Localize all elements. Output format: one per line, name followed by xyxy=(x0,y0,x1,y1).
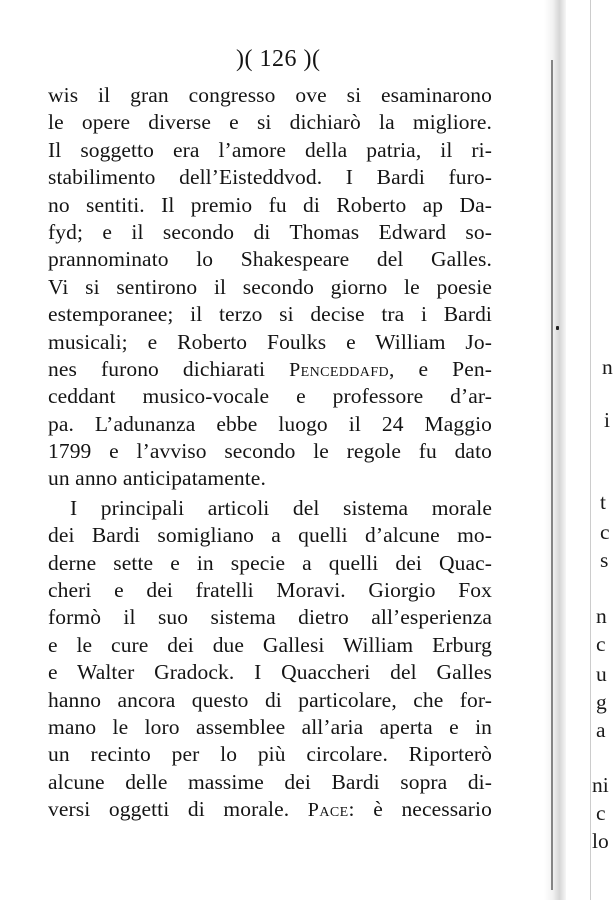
text-line: dei Bardi somigliano a quelli d’alcune mo- xyxy=(48,523,492,548)
text-line: alcune delle massime dei Bardi sopra di- xyxy=(48,769,492,794)
text-line: musicali; e Roberto Foulks e William Jo- xyxy=(48,329,492,354)
body-text xyxy=(48,82,492,824)
text-line: Vi si sentirono il secondo giorno le poesie xyxy=(48,274,492,299)
text-line: e le cure dei due Gallesi William Erburg xyxy=(48,632,492,657)
text-segment: versi oggetti di morale. xyxy=(48,797,308,822)
ink-speck xyxy=(556,326,559,330)
facing-page-fragment: a xyxy=(596,718,606,742)
text-line: 1799 e l’avviso secondo le regole fu dato xyxy=(48,439,492,464)
text-line: estemporanee; il terzo si decise tra i Bardi xyxy=(48,302,492,327)
text-line: le opere diverse e si dichiarò la migliore. xyxy=(48,110,492,135)
facing-page-edge xyxy=(592,0,616,900)
facing-page-fragment: i xyxy=(604,408,610,432)
text-line-with-small-caps xyxy=(48,796,492,823)
text-line: prannominato lo Shakespeare del Galles. xyxy=(48,247,492,272)
text-line: un anno anticipatamente. xyxy=(48,466,266,491)
facing-page-fragment: g xyxy=(596,690,607,714)
text-line: stabilimento dell’Eisteddvod. I Bardi furo- xyxy=(48,165,492,190)
text-line: I principali articoli del sistema morale xyxy=(70,495,492,520)
text-line: formò il suo sistema dietro all’esperienza xyxy=(48,605,492,630)
text-line: Il soggetto era l’amore della patria, il ri- xyxy=(48,137,492,162)
facing-page-fragment: c xyxy=(600,520,610,544)
text-line: no sentiti. Il premio fu di Roberto ap Da- xyxy=(48,192,492,217)
text-segment: , e Pen- xyxy=(389,356,492,381)
small-caps-term: Pace xyxy=(307,799,349,822)
facing-page-fragment: s xyxy=(600,548,609,572)
text-line: e Walter Gradock. I Quaccheri del Galles xyxy=(48,660,492,685)
facing-page-fragment: t xyxy=(600,490,606,514)
facing-page-fragment: ni xyxy=(592,773,609,797)
text-line: cheri e dei fratelli Moravi. Giorgio Fox xyxy=(48,578,492,603)
text-line: un recinto per lo più circolare. Riporterò xyxy=(48,742,492,767)
facing-page-fragment: n xyxy=(602,355,613,379)
small-caps-term: Penceddafd xyxy=(289,358,390,381)
page-fold-shadow xyxy=(544,0,566,900)
facing-page-fragment: u xyxy=(596,662,607,686)
text-line: wis il gran congresso ove si esaminarono xyxy=(48,83,492,107)
facing-page-fragment: c xyxy=(596,632,606,656)
facing-page-fragment: lo xyxy=(592,829,609,853)
text-line: derne sette e in specie a quelli dei Quac- xyxy=(48,550,492,575)
page-number: )( 126 )( xyxy=(236,46,321,72)
text-segment: nes furono dichiarati xyxy=(48,356,290,381)
text-line: hanno ancora questo di particolare, che for- xyxy=(48,687,492,712)
text-line: pa. L’adunanza ebbe luogo il 24 Maggio xyxy=(48,411,492,436)
text-line-with-small-caps xyxy=(48,356,492,383)
facing-page-fragment: n xyxy=(596,604,607,628)
text-line: mano le loro assemblee all’aria aperta e in xyxy=(48,714,492,739)
text-segment: : è necessario xyxy=(348,797,492,822)
page-edge-line xyxy=(590,0,591,900)
text-line: fyd; e il secondo di Thomas Edward so- xyxy=(48,219,492,244)
text-line: ceddant musico-vocale e professore d’ar- xyxy=(48,384,492,409)
facing-page-fragment: c xyxy=(596,801,606,825)
page-fold-line xyxy=(551,60,553,890)
